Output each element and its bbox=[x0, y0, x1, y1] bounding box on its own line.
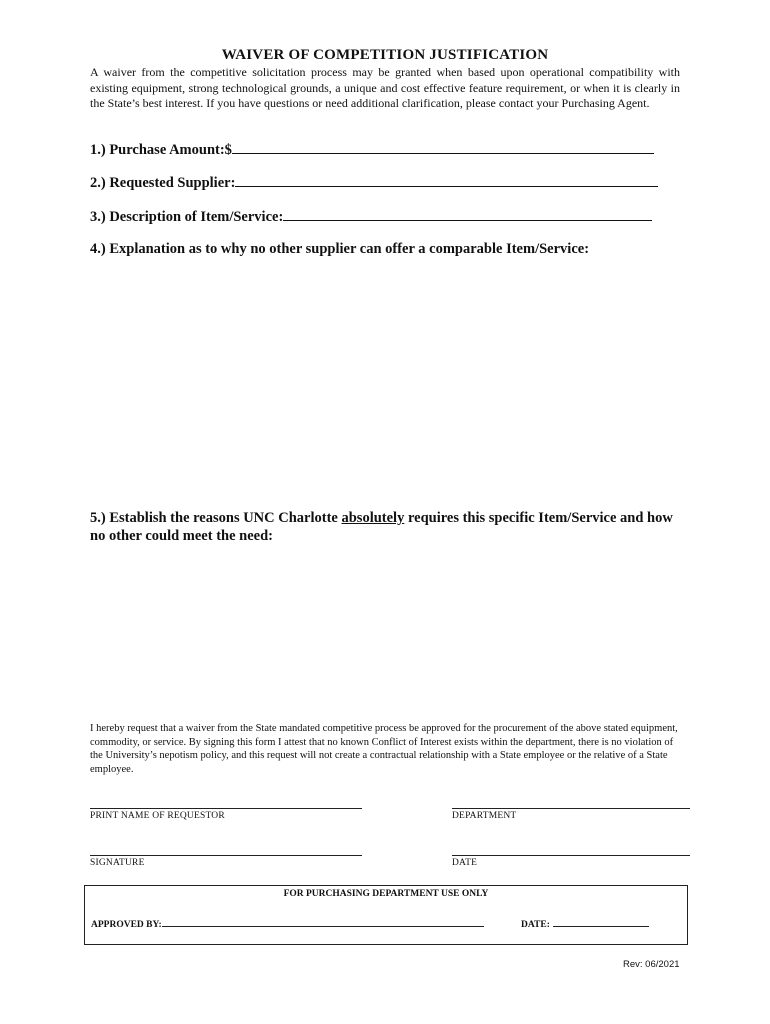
purchasing-use-box bbox=[84, 885, 688, 945]
reasons-answer-area[interactable] bbox=[90, 550, 680, 710]
approval-date-field[interactable] bbox=[553, 917, 649, 927]
question-requested-supplier bbox=[90, 172, 658, 192]
revision-label: Rev: 06/2021 bbox=[623, 959, 680, 970]
approved-by-row bbox=[91, 917, 484, 930]
reasons-label-start: 5.) Establish the reasons UNC Charlotte bbox=[90, 510, 342, 526]
reasons-emphasis: absolutely bbox=[341, 510, 405, 526]
requested-supplier-label: 2.) Requested Supplier: bbox=[90, 175, 236, 191]
question-explanation: 4.) Explanation as to why no other supplier can offer a comparable Item/Service: bbox=[90, 241, 590, 257]
intro-paragraph: A waiver from the competitive solicitation process may be granted when based upon operational compatibility with existing equipment, strong technological grounds, a unique and cost effective feature requirement, or when it is clearly in the State’s best interest. If you have questions or need additional clarification, please contact your Purchasing Agent. bbox=[90, 65, 680, 110]
department-line[interactable] bbox=[452, 808, 690, 809]
approval-date-row bbox=[521, 917, 649, 930]
date-line[interactable] bbox=[452, 855, 690, 856]
department-label: DEPARTMENT bbox=[452, 811, 517, 821]
date-label: DATE bbox=[452, 858, 478, 868]
print-name-line[interactable] bbox=[90, 808, 362, 809]
question-reasons bbox=[90, 509, 690, 545]
approved-by-field[interactable] bbox=[162, 917, 484, 927]
form-title: WAIVER OF COMPETITION JUSTIFICATION bbox=[221, 47, 549, 63]
explanation-answer-area[interactable] bbox=[90, 265, 680, 495]
question-description bbox=[90, 206, 652, 226]
description-field[interactable] bbox=[283, 206, 652, 221]
question-purchase-amount bbox=[90, 139, 654, 159]
reasons-label-end: requires this specific Item/Service and how no other could meet the need: bbox=[90, 510, 673, 544]
signature-label: SIGNATURE bbox=[90, 858, 145, 868]
description-label: 3.) Description of Item/Service: bbox=[90, 209, 284, 225]
purchase-amount-label: 1.) Purchase Amount:$ bbox=[90, 142, 232, 158]
signature-line[interactable] bbox=[90, 855, 362, 856]
purchase-amount-field[interactable] bbox=[232, 139, 654, 154]
approved-by-label: APPROVED BY: bbox=[91, 920, 162, 930]
purchasing-box-title: FOR PURCHASING DEPARTMENT USE ONLY bbox=[283, 889, 489, 899]
print-name-label: PRINT NAME OF REQUESTOR bbox=[90, 811, 225, 821]
attestation-paragraph: I hereby request that a waiver from the State mandated competitive process be approved for the procurement of the above stated equipment, commodity, or service. By signing this form I attest that no known Conflict of Interest exists within the department, there is no violation of the University’s nepotism policy, and this request will not create a contractual relationship with a State employee or the relative of a State employee. bbox=[90, 723, 678, 775]
approval-date-label: DATE: bbox=[521, 920, 550, 930]
requested-supplier-field[interactable] bbox=[235, 172, 658, 187]
